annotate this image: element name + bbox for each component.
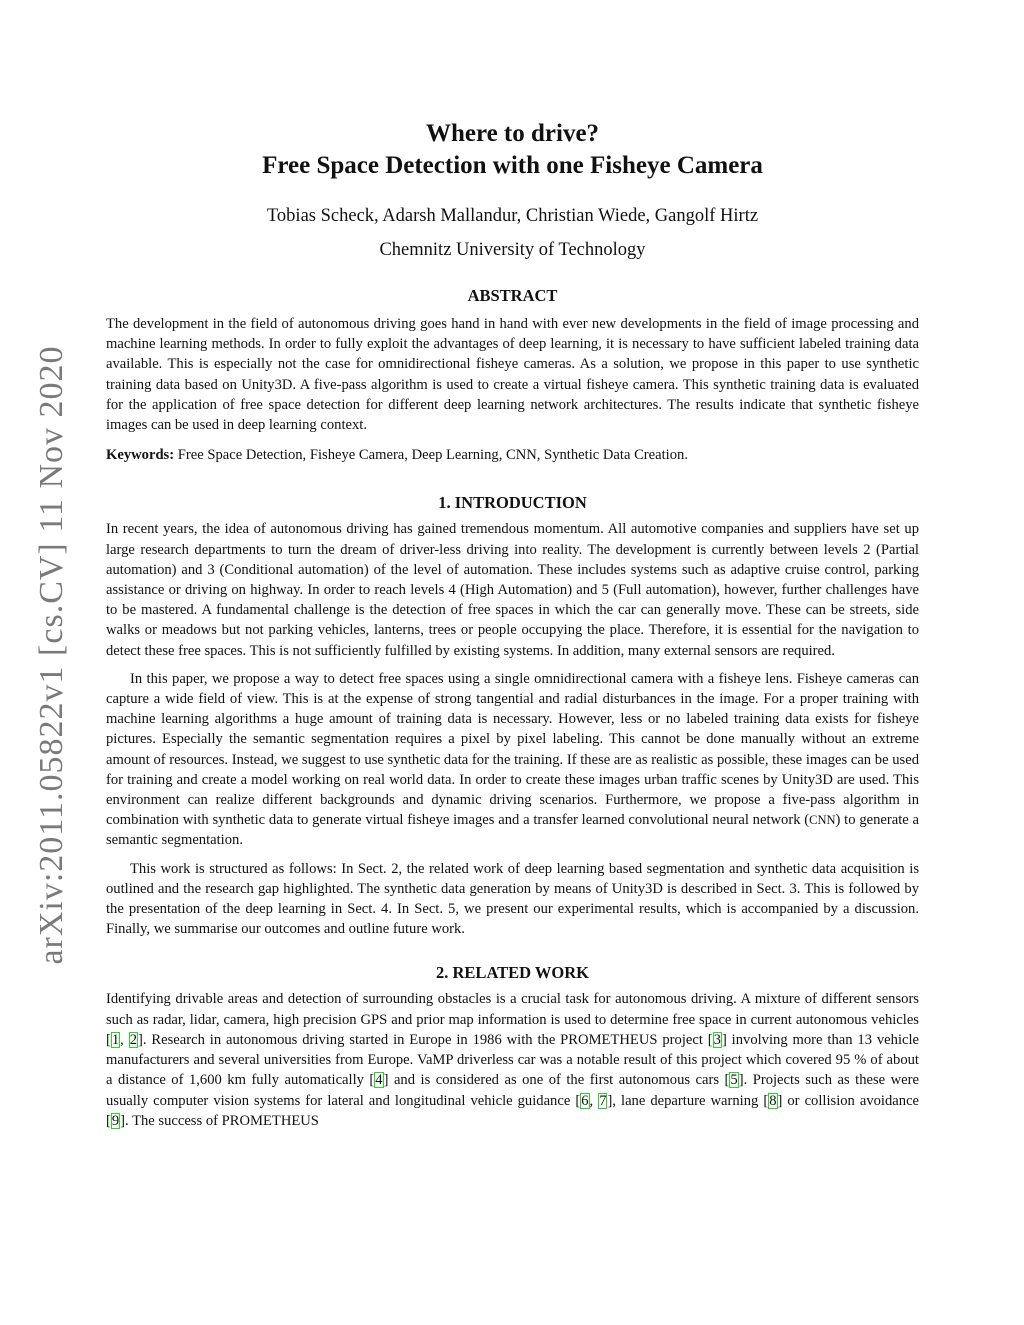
related-text: ]. Research in autonomous driving started in Europe in 1986 with the PROMETHEUS project [: [138, 1031, 713, 1048]
citation-link[interactable]: 3: [713, 1031, 721, 1048]
cnn-acronym: CNN: [809, 813, 836, 828]
abstract-body: The development in the field of autonomous driving goes hand in hand with ever new developments in the field of image processing and machine learning methods. In order to fully exploit the advantages of deep learning, it is necessary to have sufficient labeled training data available. This is especially not the case for omnidirectional fisheye cameras. As a solution, we propose in this paper to use synthetic training data based on Unity3D. A five-pass algorithm is used to create a virtual fisheye camera. This synthetic training data is evaluated for the application of free space detection for different deep learning network architectures. The results indicate that synthetic fisheye images can be used in deep learning context.: [106, 316, 919, 434]
citation-link[interactable]: 4: [375, 1072, 383, 1089]
related-text: ], lane departure warning [: [607, 1092, 769, 1109]
abstract-heading: ABSTRACT: [467, 286, 558, 305]
title-line-1: Where to drive?: [425, 120, 600, 147]
related-text: ]. Projects such as these were usually computer vision systems for lateral and longitudinal vehicle guidance [: [106, 1072, 919, 1109]
related-text: ] and is considered as one of the first autonomous cars [: [383, 1072, 730, 1089]
citation-link[interactable]: 7: [599, 1092, 607, 1109]
intro-p2-text-a: In this paper, we propose a way to detect free spaces using a single omnidirectional camera with a fisheye lens. Fisheye cameras can capture a wide field of view. This is at the expense of strong tangential and radial disturbances in the image. For a proper training with machine learning algorithms a huge amount of training data is necessary. However, less or no labeled training data exists for fisheye pictures. Especially the semantic segmentation requires a pixel by pixel labeling. This cannot be done manually without an extreme amount of resources. Instead, we suggest to use synthetic data for the training. If these are as realistic as possible, these images can be used for training and create a model working on real world data. In order to create these images urban traffic scenes by Unity3D are used. This environment can realize different backgrounds and dynamic driving scenarios. Furthermore, we propose a five-pass algorithm in combination with synthetic data to generate virtual fisheye images and a transfer learned convolutional neural network (: [106, 670, 919, 829]
keywords: [106, 445, 919, 465]
title-line-2: Free Space Detection with one Fisheye Camera: [262, 152, 763, 179]
related-work-paragraph-1: [106, 989, 919, 1130]
citation-link[interactable]: 5: [730, 1072, 738, 1089]
keywords-label: Keywords:: [106, 447, 175, 464]
related-text: ,: [120, 1031, 129, 1048]
paper-title: [106, 118, 919, 182]
citation-link[interactable]: 6: [581, 1092, 589, 1109]
introduction-paragraph-1: In recent years, the idea of autonomous driving has gained tremendous momentum. All automotive companies and suppliers have set up large research departments to turn the dream of driver-less driving into reality. The development is currently between levels 2 (Partial automation) and 3 (Conditional automation) of the level of automation. These includes systems such as adaptive cruise control, parking assistance or driving on highway. In order to reach levels 4 (High Automation) and 5 (Full automation), however, further challenges have to be mastered. A fundamental challenge is the detection of free spaces in which the car can generally move. These can be streets, side walks or meadows but not parking vehicles, lanterns, trees or people occupying the place. Therefore, it is essential for the navigation to detect these free spaces. This is not sufficiently fulfilled by existing systems. In addition, many external sensors are required.: [106, 521, 919, 659]
paper-page: [106, 118, 919, 1131]
intro-p2-text-b: ) to generate a semantic segmentation.: [106, 812, 919, 849]
keywords-text: Free Space Detection, Fisheye Camera, Deep Learning, CNN, Synthetic Data Creation.: [174, 447, 688, 464]
citation-link[interactable]: 1: [111, 1031, 120, 1048]
citation-link[interactable]: 8: [769, 1092, 777, 1109]
citation-link[interactable]: 2: [129, 1031, 138, 1048]
introduction-heading: 1. INTRODUCTION: [438, 493, 587, 513]
related-text: ]. The success of PROMETHEUS: [120, 1112, 319, 1129]
introduction-paragraph-3: This work is structured as follows: In Sect. 2, the related work of deep learning based segmentation and synthetic data acquisition is outlined and the research gap highlighted. The synthetic data generation by means of Unity3D is described in Sect. 3. This is followed by the presentation of the deep learning in Sect. 4. In Sect. 5, we present our experimental results, which is accompanied by a discussion. Finally, we summarise our outcomes and outline future work.: [106, 860, 919, 938]
related-text: ] or collision avoidance [: [106, 1092, 920, 1129]
related-text: ] involving more than 13 vehicle manufacturers and several universities from Europe. VaMP driverless car was a notable result of this project which covered 95 % of about a distance of 1,600 km fully automatically [: [106, 1031, 920, 1089]
related-text: ,: [589, 1092, 599, 1109]
introduction-paragraph-2: [106, 669, 919, 851]
author-list: Tobias Scheck, Adarsh Mallandur, Christian Wiede, Gangolf Hirtz: [266, 206, 759, 226]
citation-link[interactable]: 9: [111, 1112, 120, 1129]
arxiv-sidebar-stamp: arXiv:2011.05822v1 [cs.CV] 11 Nov 2020: [33, 345, 70, 965]
related-work-heading: 2. RELATED WORK: [436, 963, 589, 983]
affiliation: Chemnitz University of Technology: [379, 240, 646, 260]
related-text: Identifying drivable areas and detection of surrounding obstacles is a crucial task for autonomous driving. A mixture of different sensors such as radar, lidar, camera, high precision GPS and prior map information is used to determine free space in current autonomous vehicles [: [106, 991, 919, 1048]
